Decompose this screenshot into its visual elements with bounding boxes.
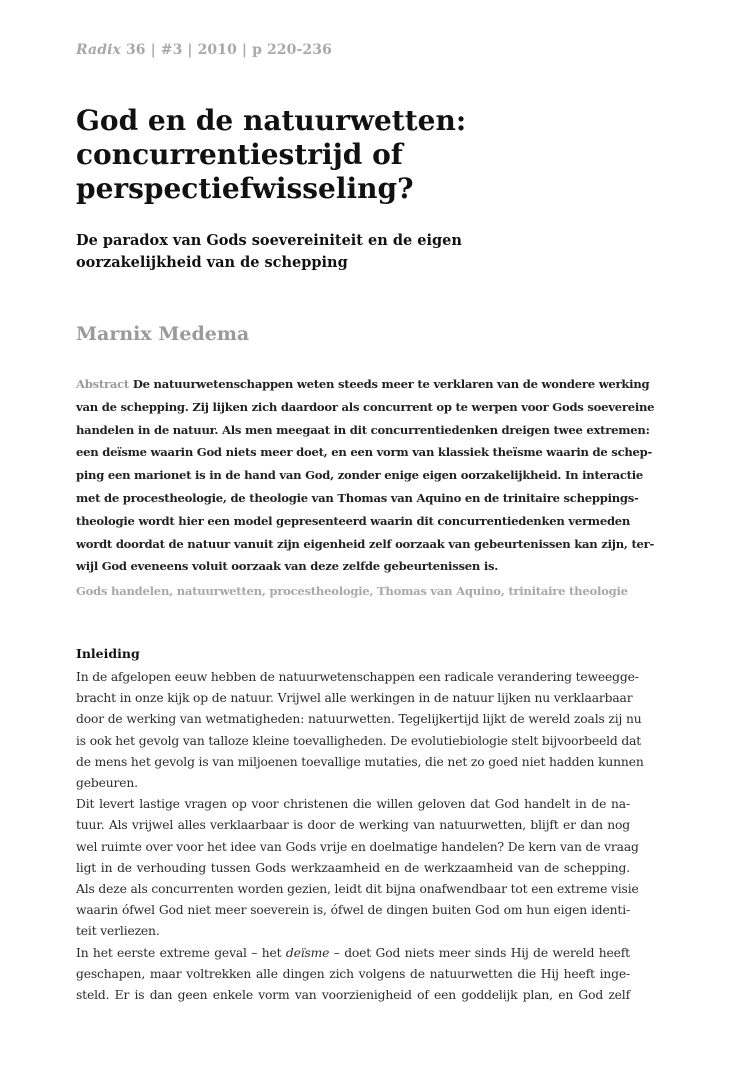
body-text [76,667,644,1006]
subtitle-line: De paradox van Gods soevereiniteit en de eigen [76,232,462,249]
emphasis-deisme: deïsme [285,945,330,960]
body-line: gebeuren. [76,776,138,791]
title-line: perspectiefwisseling? [76,172,414,205]
subtitle-line: oorzakelijkheid van de schepping [76,254,348,271]
abstract-label: Abstract [76,377,130,391]
body-line: tuur. Als vrijwel alles verklaarbaar is door de werking van natuurwetten, blijft er dan nog [76,818,630,833]
abstract-line: theologie wordt hier een model gepresenteerd waarin dit concurrentiedenken vermeden [76,513,631,528]
body-line: steld. Er is dan geen enkele vorm van voorzienigheid of een goddelijk plan, en God zelf [76,988,630,1003]
abstract-line: een deïsme waarin God niets meer doet, en een vorm van klassiek theïsme waarin de schep- [76,445,653,460]
abstract-line [76,373,650,396]
journal-name: Radix [76,42,121,58]
body-line: Als deze als concurrenten worden gezien, leidt dit bijna onafwendbaar tot een extreme visie [76,882,639,897]
abstract-line: wijl God eveneens voluit oorzaak van deze zelfde gebeurtenissen is. [76,559,499,574]
abstract-line: handelen in de natuur. Als men meegaat in dit concurrentiedenken dreigen twee extremen: [76,422,650,437]
body-line: is ook het gevolg van talloze kleine toevalligheden. De evolutiebiologie stelt bijvoorbeeld dat [76,733,642,748]
body-line: Dit levert lastige vragen op voor christenen die willen geloven dat God handelt in de na- [76,797,630,812]
title-line: God en de natuurwetten: [76,104,467,137]
section-heading: Inleiding [76,646,140,661]
body-text-segment: In het eerste extreme geval – het [76,945,286,960]
author-name: Marnix Medema [76,323,250,345]
body-line: teit verliezen. [76,924,160,939]
body-line: ligt in de verhouding tussen Gods werkzaamheid en de werkzaamheid van de schepping. [76,860,630,875]
body-line: door de werking van wetmatigheden: natuurwetten. Tegelijkertijd lijkt de wereld zoals zij nu [76,712,642,727]
body-text-segment: – doet God niets meer sinds Hij de wereld heeft [329,945,630,960]
issue-info: 36 | #3 | 2010 | p 220-236 [120,42,332,58]
body-line: In de afgelopen eeuw hebben de natuurwetenschappen een radicale verandering teweegge- [76,670,639,684]
body-line: de mens het gevolg is van miljoenen toevallige mutaties, die net zo goed niet hadden kunnen [76,754,644,769]
abstract-line: ping een marionet is in de hand van God, zonder enige eigen oorzakelijkheid. In interactie [76,468,644,483]
abstract [76,373,655,578]
article-title [76,104,630,206]
body-line: wel ruimte over voor het idee van Gods vrije en doelmatige handelen? De kern van de vraag [76,839,639,854]
abstract-line: van de schepping. Zij lijken zich daardoor als concurrent op te werpen voor Gods soevereine [76,399,655,414]
title-line: concurrentiestrijd of [76,138,403,171]
abstract-line: wordt doordat de natuur vanuit zijn eigenheid zelf oorzaak van gebeurtenissen kan zijn, ter- [76,536,655,551]
abstract-text: De natuurwetenschappen weten steeds meer te verklaren van de wondere werking [129,377,650,391]
running-header [76,42,332,58]
body-line [76,943,630,964]
body-line: geschapen, maar voltrekken alle dingen zich volgens de natuurwetten die Hij heeft inge- [76,966,630,981]
abstract-line: met de procestheologie, de theologie van Thomas van Aquino en de trinitaire scheppings- [76,490,639,505]
body-line: bracht in onze kijk op de natuur. Vrijwel alle werkingen in de natuur lijken nu verklaarbaar [76,691,633,706]
article-subtitle [76,230,630,274]
body-line: waarin ófwel God niet meer soeverein is, ófwel de dingen buiten God om hun eigen identi- [76,903,630,918]
keywords: Gods handelen, natuurwetten, procestheologie, Thomas van Aquino, trinitaire theologie [76,584,628,598]
